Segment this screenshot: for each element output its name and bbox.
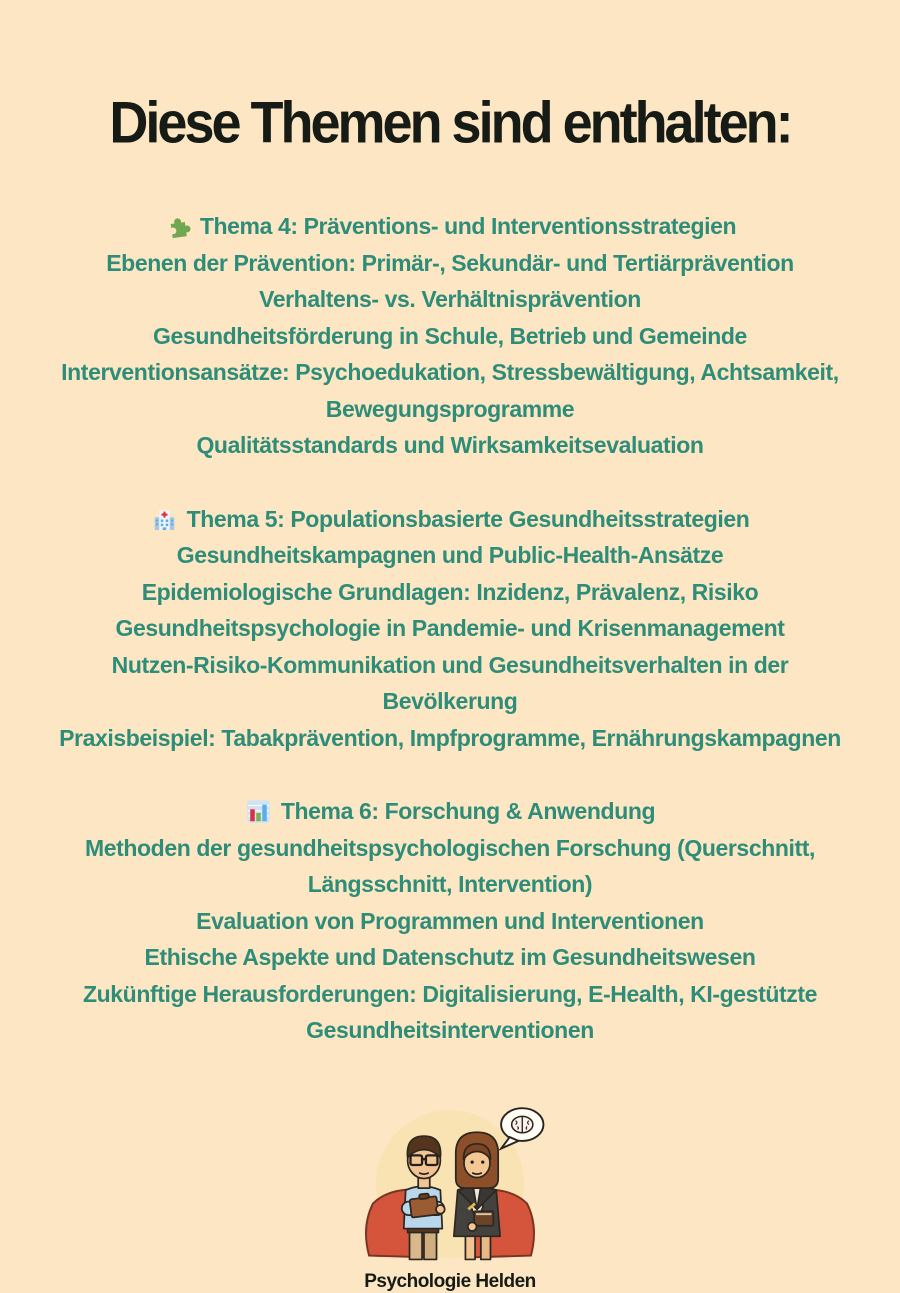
topic-section-thema-5	[0, 501, 900, 757]
puzzle-piece-icon	[164, 213, 191, 240]
topic-line: Längsschnitt, Intervention)	[307, 871, 593, 898]
topic-section-thema-4	[0, 208, 900, 464]
topic-line: Ethische Aspekte und Datenschutz im Gesundheitswesen	[144, 944, 756, 971]
bar-chart-icon	[245, 798, 272, 825]
topic-line: Bevölkerung	[382, 688, 518, 715]
topic-line: Ebenen der Prävention: Primär-, Sekundär- und Tertiärprävention	[106, 249, 794, 276]
topic-heading-text: Thema 6: Forschung & Anwendung	[280, 798, 656, 825]
topic-line: Gesundheitsinterventionen	[306, 1017, 594, 1044]
topic-line: Verhaltens- vs. Verhältnisprävention	[259, 286, 641, 313]
topics-list	[0, 208, 900, 1049]
topic-line: Qualitätsstandards und Wirksamkeitsevaluation	[196, 432, 704, 459]
brain-speech-bubble-icon	[501, 1108, 543, 1148]
topic-line: Gesundheitspsychologie in Pandemie- und Krisenmanagement	[115, 615, 785, 642]
topic-heading-text: Thema 4: Präventions- und Interventionsstrategien	[199, 213, 737, 240]
topic-section-thema-6	[0, 793, 900, 1049]
page-title: Diese Themen sind enthalten:	[109, 90, 791, 156]
footer	[0, 1086, 900, 1293]
topic-line: Bewegungsprogramme	[325, 395, 575, 422]
topic-line: Gesundheitsförderung in Schule, Betrieb und Gemeinde	[153, 322, 747, 349]
brand-name: Psychologie Helden	[364, 1271, 536, 1293]
psychologie-helden-illustration	[344, 1086, 556, 1269]
topic-heading-row	[0, 208, 900, 245]
topic-line: Evaluation von Programmen und Interventionen	[196, 907, 704, 934]
topic-heading-row	[0, 793, 900, 830]
topic-line: Praxisbeispiel: Tabakprävention, Impfprogramme, Ernährungskampagnen	[59, 724, 841, 751]
hospital-icon	[151, 506, 178, 533]
topic-line: Gesundheitskampagnen und Public-Health-Ansätze	[176, 542, 724, 569]
topic-line: Epidemiologische Grundlagen: Inzidenz, Prävalenz, Risiko	[141, 578, 759, 605]
topic-heading-row	[0, 501, 900, 538]
topic-line: Methoden der gesundheitspsychologischen Forschung (Querschnitt,	[84, 834, 816, 861]
topic-line: Zukünftige Herausforderungen: Digitalisierung, E-Health, KI-gestützte	[82, 980, 817, 1007]
topic-line: Interventionsansätze: Psychoedukation, Stressbewältigung, Achtsamkeit,	[61, 359, 839, 386]
topic-heading-text: Thema 5: Populationsbasierte Gesundheitsstrategien	[186, 505, 750, 532]
topic-line: Nutzen-Risiko-Kommunikation und Gesundheitsverhalten in der	[111, 651, 789, 678]
